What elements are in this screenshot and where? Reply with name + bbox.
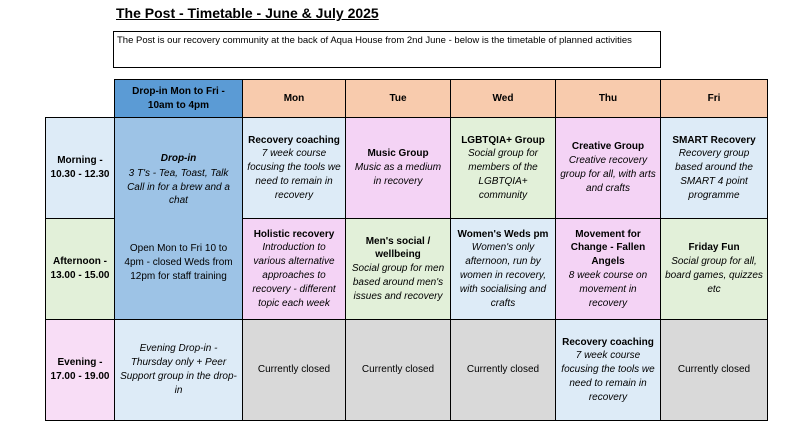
morning-thu: Creative Group Creative recovery group for all, with arts and crafts — [556, 118, 661, 219]
header-row — [46, 80, 768, 118]
dropin-day-cell — [115, 118, 243, 320]
afternoon-tue: Men's social / wellbeing Social group for men based around men's issues and recovery — [346, 219, 451, 320]
header-mon: Mon — [243, 80, 346, 118]
dropin-desc: 3 T's - Tea, Toast, Talk Call in for a brew and a chat — [127, 167, 230, 207]
evening-row — [46, 320, 768, 421]
corner-cell — [46, 80, 115, 118]
morning-tue: Music Group Music as a medium in recovery — [346, 118, 451, 219]
time-morning: Morning - 10.30 - 12.30 — [46, 118, 115, 219]
dropin-evening-cell: Evening Drop-in - Thursday only + Peer Support group in the drop-in — [115, 320, 243, 421]
time-afternoon: Afternoon - 13.00 - 15.00 — [46, 219, 115, 320]
header-dropin: Drop-in Mon to Fri - 10am to 4pm — [115, 80, 243, 118]
dropin-title: Drop-in — [160, 153, 197, 164]
intro-box: The Post is our recovery community at the back of Aqua House from 2nd June - below is the timetable of planned activities — [113, 31, 661, 68]
evening-tue: Currently closed — [346, 320, 451, 421]
evening-wed: Currently closed — [451, 320, 556, 421]
time-evening: Evening - 17.00 - 19.00 — [46, 320, 115, 421]
timetable — [45, 79, 768, 421]
dropin-hours: Open Mon to Fri 10 to 4pm - closed Weds from 12pm for staff training — [124, 243, 233, 282]
header-fri: Fri — [661, 80, 768, 118]
afternoon-wed: Women's Weds pm Women's only afternoon, run by women in recovery, with socialising and crafts — [451, 219, 556, 320]
afternoon-thu: Movement for Change - Fallen Angels 8 week course on movement in recovery — [556, 219, 661, 320]
evening-fri: Currently closed — [661, 320, 768, 421]
header-wed: Wed — [451, 80, 556, 118]
morning-row — [46, 118, 768, 219]
header-thu: Thu — [556, 80, 661, 118]
evening-thu: Recovery coaching 7 week course focusing the tools we need to remain in recovery — [556, 320, 661, 421]
afternoon-mon: Holistic recovery Introduction to various alternative approaches to recovery - different topic each week — [243, 219, 346, 320]
morning-wed: LGBTQIA+ Group Social group for members of the LGBTQIA+ community — [451, 118, 556, 219]
header-tue: Tue — [346, 80, 451, 118]
evening-mon: Currently closed — [243, 320, 346, 421]
afternoon-fri: Friday Fun Social group for all, board games, quizzes etc — [661, 219, 768, 320]
morning-mon: Recovery coaching 7 week course focusing the tools we need to remain in recovery — [243, 118, 346, 219]
page-title: The Post - Timetable - June & July 2025 — [116, 5, 379, 21]
morning-fri: SMART Recovery Recovery group based around the SMART 4 point programme — [661, 118, 768, 219]
